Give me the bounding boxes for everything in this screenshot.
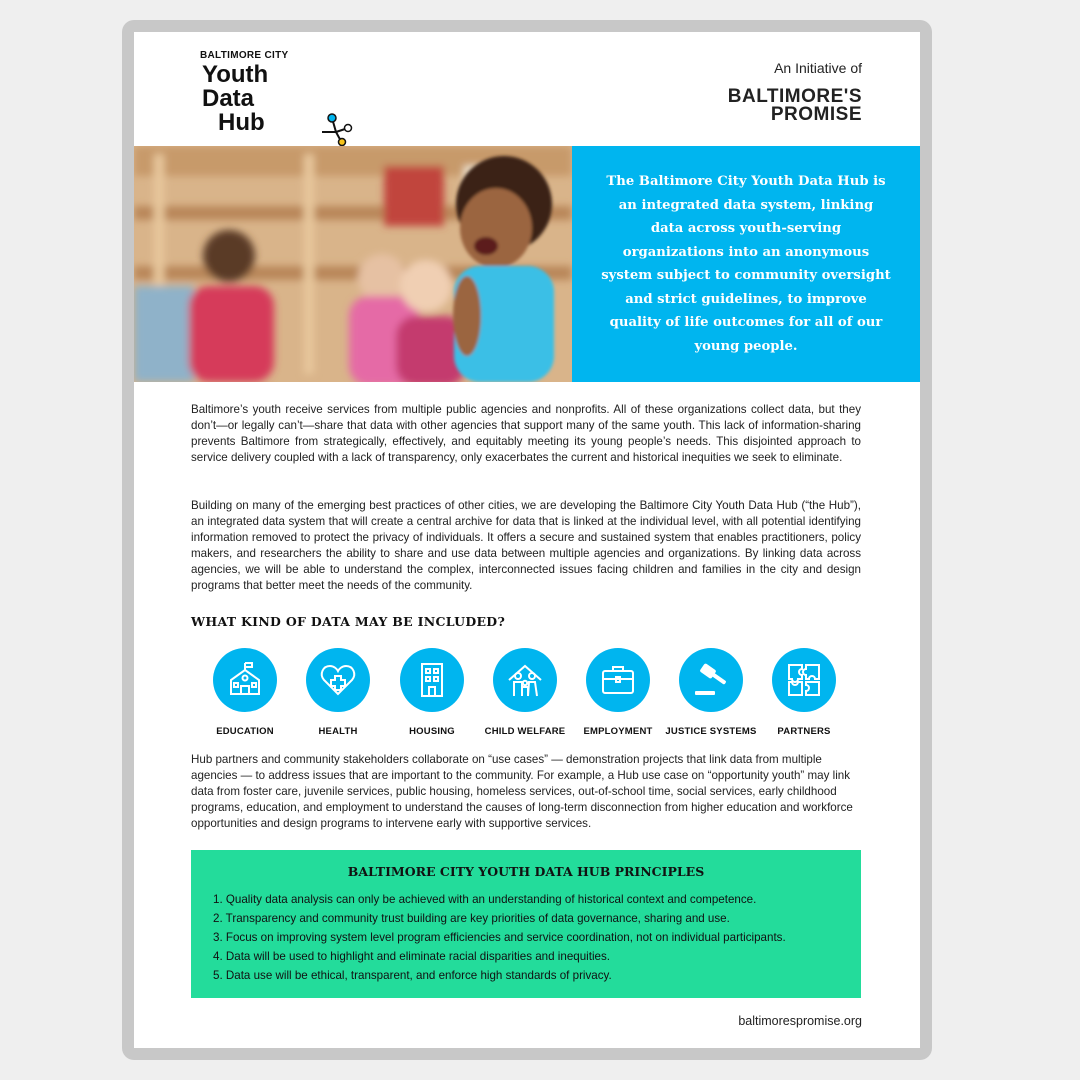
partner-logo-line-2: PROMISE <box>770 104 862 125</box>
children-photo-illustration <box>134 146 572 382</box>
principle-item: 4. Data will be used to highlight and eliminate racial disparities and inequities. <box>213 950 610 963</box>
data-type-label: EDUCATION <box>216 726 274 737</box>
principle-item: 5. Data use will be ethical, transparent, and enforce high standards of privacy. <box>213 969 612 982</box>
document-page <box>134 32 920 1048</box>
intro-paragraph: Baltimore’s youth receive services from multiple public agencies and nonprofits. All of these organizations collect data, but they don’t—or legally can’t—share that data with other agencies that support many of the same youth. This lack of information-sharing prevents Baltimore from strategically, effectively, and equitably meeting its young people’s needs. This disjointed approach to service delivery coupled with a lack of transparency, only exacerbates the current and historical inequities we seek to eliminate. <box>191 403 861 464</box>
building-icon <box>400 648 464 712</box>
heart-plus-icon <box>306 648 370 712</box>
family-icon <box>493 648 557 712</box>
principle-item: 1. Quality data analysis can only be achieved with an understanding of historical context and competence. <box>213 893 757 906</box>
gavel-icon <box>679 648 743 712</box>
logo-line-4: Hub <box>218 109 265 136</box>
principle-item: 2. Transparency and community trust building are key priorities of data governance, sharing and use. <box>213 912 730 925</box>
data-types-row <box>191 648 861 738</box>
logo-line-1: BALTIMORE CITY <box>200 50 289 61</box>
youth-data-hub-logo <box>200 50 320 150</box>
hub-description-paragraph: Building on many of the emerging best practices of other cities, we are developing the Baltimore City Youth Data Hub (“the Hub”), an integrated data system that will create a central archive for data that is linked at the individual level, with all potential identifying information removed to protect the privacy of individuals. It offers a secure and sustained system that enables practitioners, policy makers, and researchers the ability to share and use data between multiple agencies and organizations. By linking data across agencies, we will be able to understand the complex, interconnected issues facing children and families in the city and design programs that better meet the needs of the community. <box>191 499 861 592</box>
briefcase-icon <box>586 648 650 712</box>
data-types-heading: WHAT KIND OF DATA MAY BE INCLUDED? <box>191 614 506 629</box>
logo-line-2: Youth <box>202 61 269 88</box>
hero-photo <box>134 146 572 382</box>
use-cases-paragraph: Hub partners and community stakeholders collaborate on “use cases” — demonstration projects that link data from multiple agencies — to address issues that are important to the community. For example, a Hub use case on “opportunity youth” may link data from foster care, juvenile services, public housing, homeless services, out-of-school time, social services, early childhood programs, education, and employment to understand the causes of long-term disconnection from higher education and workforce opportunities and design programs to intervene early with supportive services. <box>191 753 853 830</box>
data-type-label: HOUSING <box>409 726 455 737</box>
data-type-label: HEALTH <box>318 726 358 737</box>
puzzle-icon <box>772 648 836 712</box>
data-type-label: JUSTICE SYSTEMS <box>665 726 757 737</box>
school-icon <box>213 648 277 712</box>
hero-callout <box>572 146 920 382</box>
logo-line-3: Data <box>202 85 255 112</box>
data-type-partners <box>749 648 859 737</box>
principle-item: 3. Focus on improving system level program efficiencies and service coordination, not on individual participants. <box>213 931 786 944</box>
initiative-label: An Initiative of <box>774 60 862 76</box>
principles-box <box>191 850 861 998</box>
baltimores-promise-logo <box>728 88 862 124</box>
principles-title: BALTIMORE CITY YOUTH DATA HUB PRINCIPLES <box>347 864 705 879</box>
hero-text: The Baltimore City Youth Data Hub is an integrated data system, linking data across youth-serving organizations into an anonymous system subject to community oversight and strict guidelines, to improve quality of life outcomes for all of our young people. <box>601 174 891 354</box>
partner-logo-line-1: BALTIMORE'S <box>727 86 862 107</box>
footer-url[interactable]: baltimorespromise.org <box>738 1014 862 1028</box>
data-type-label: EMPLOYMENT <box>583 726 653 737</box>
principles-list <box>213 890 786 985</box>
data-type-label: PARTNERS <box>777 726 831 737</box>
network-nodes-icon <box>320 112 354 146</box>
data-type-label: CHILD WELFARE <box>484 726 566 737</box>
